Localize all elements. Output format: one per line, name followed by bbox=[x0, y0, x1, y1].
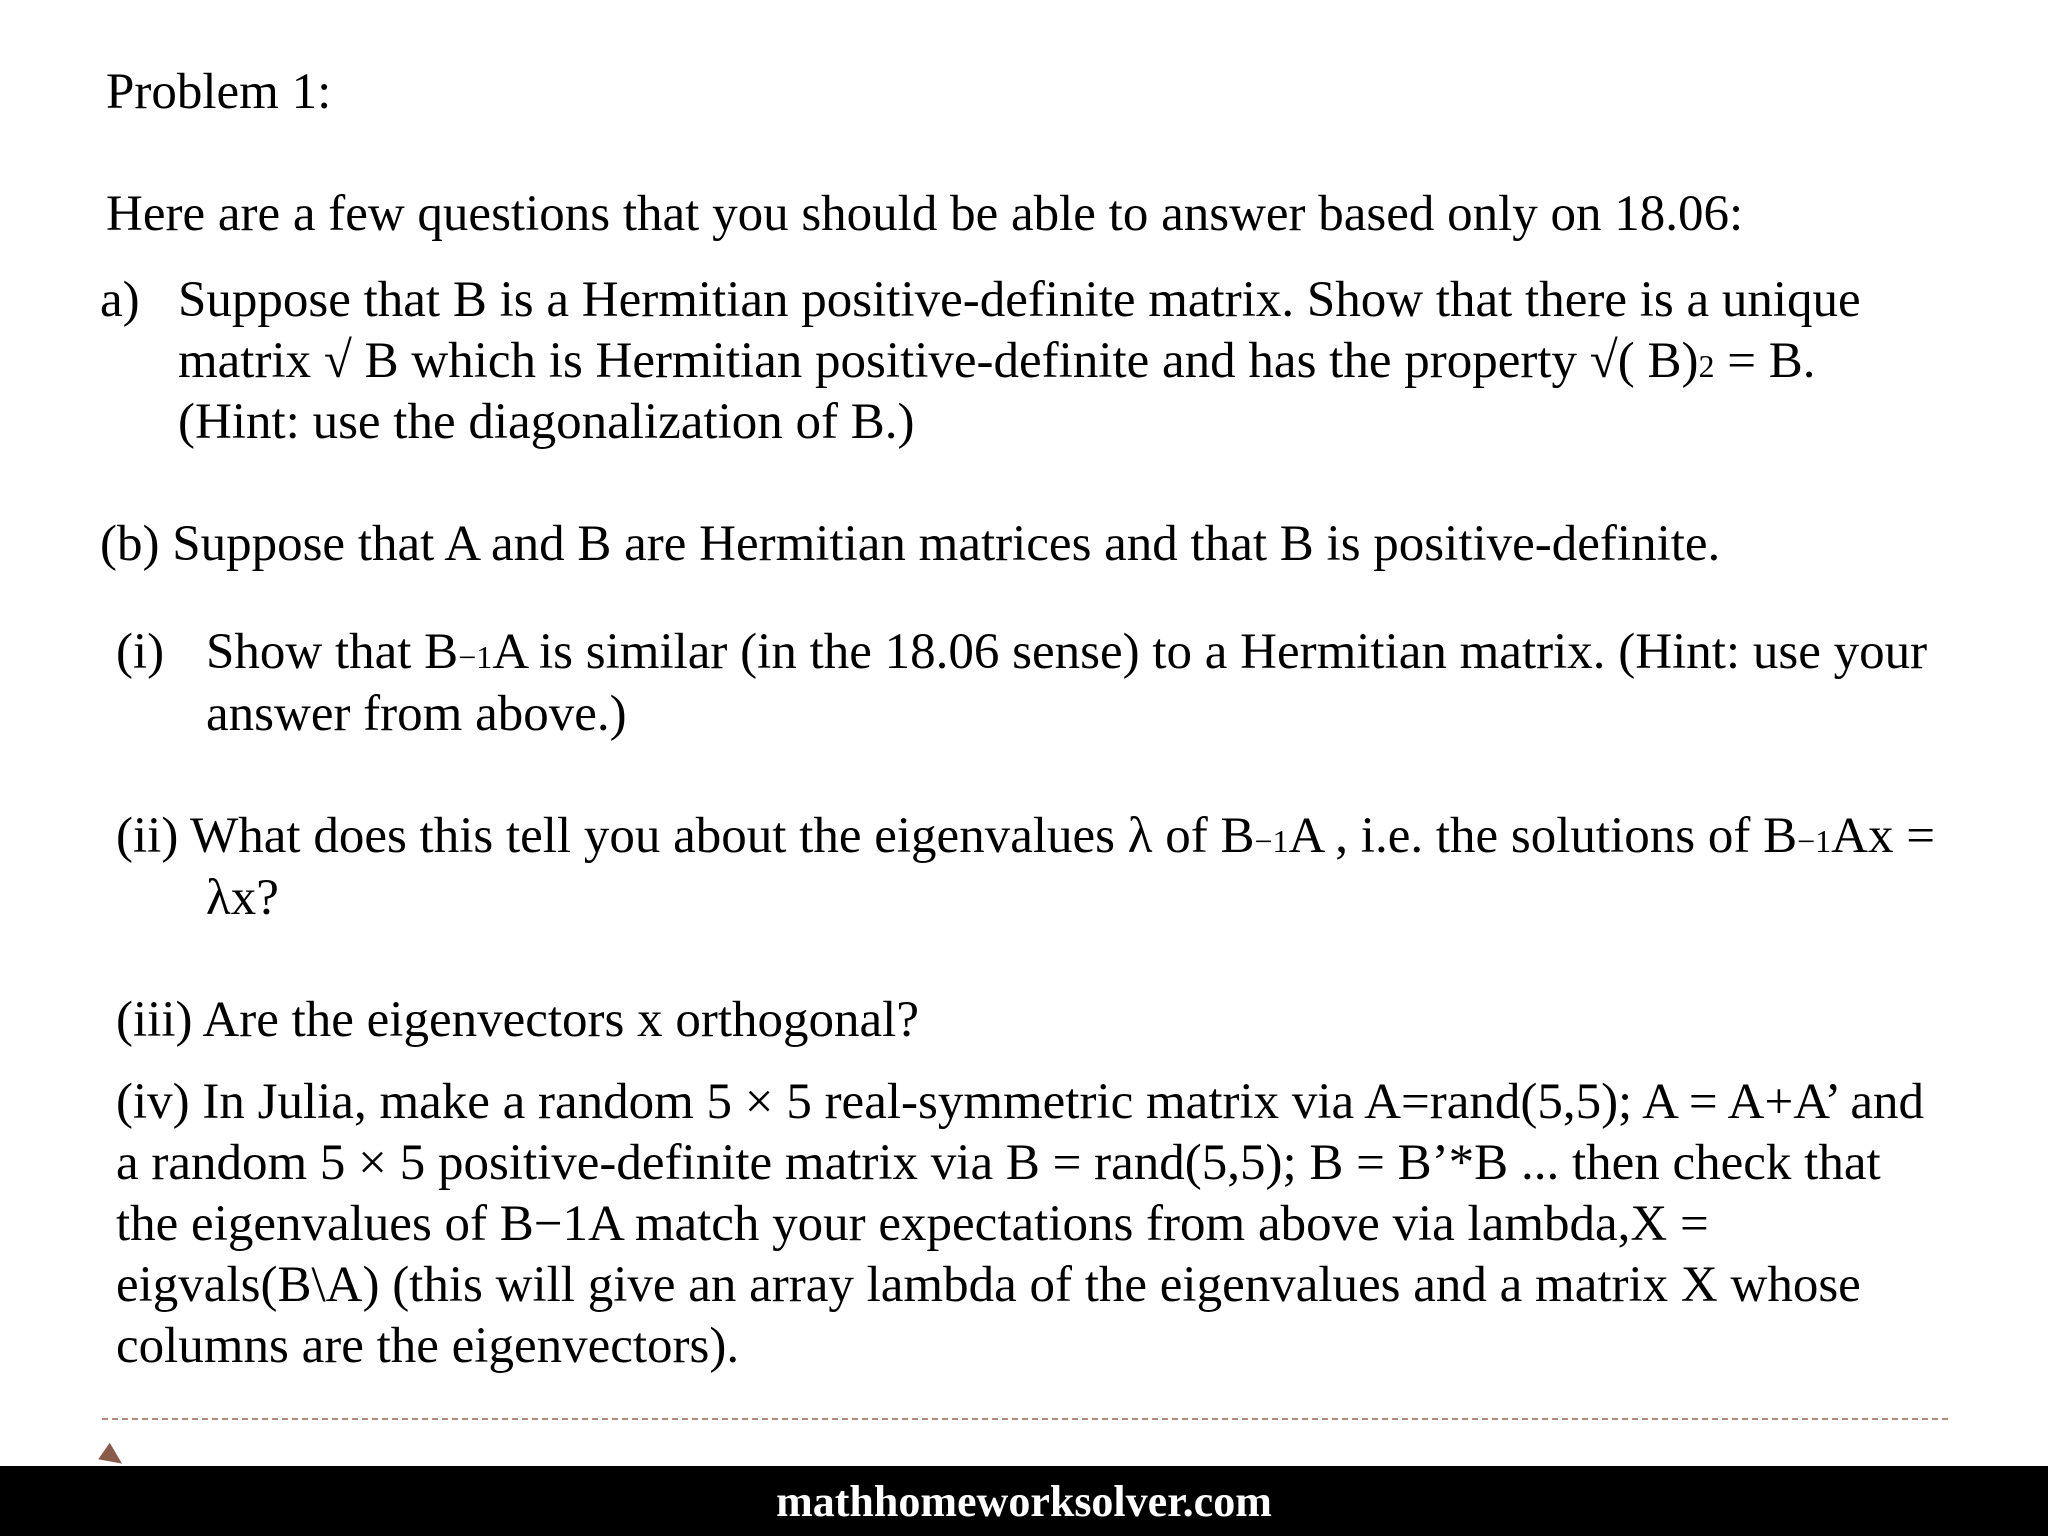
problem-title: Problem 1: bbox=[106, 64, 332, 120]
part-a-line-3: (Hint: use the diagonalization of B.) bbox=[178, 394, 915, 450]
part-b-ii-exponent-2: −1 bbox=[1797, 823, 1832, 859]
part-b-heading: (b) Suppose that A and B are Hermitian matrices and that B is positive-definite. bbox=[100, 516, 1721, 572]
part-b-i-line-1-text: Show that B bbox=[206, 624, 459, 680]
part-b-ii-line-2: λx? bbox=[206, 870, 279, 926]
part-b-ii-line-1 bbox=[116, 806, 1935, 871]
footer-bar bbox=[0, 1466, 2048, 1536]
part-b-ii-line-1-mid: A , i.e. the solutions of B bbox=[1288, 808, 1798, 864]
part-b-iv-line-1: (iv) In Julia, make a random 5 × 5 real-symmetric matrix via A=rand(5,5); A = A+A’ and bbox=[116, 1074, 1924, 1130]
part-b-ii-line-1-text: (ii) What does this tell you about the eigenvalues λ of B bbox=[116, 808, 1255, 864]
part-b-i-line-1 bbox=[206, 622, 1927, 687]
part-b-i-line-2: answer from above.) bbox=[206, 686, 627, 742]
part-b-i-line-1-end: A is similar (in the 18.06 sense) to a Hermitian matrix. (Hint: use your bbox=[492, 624, 1928, 680]
dashed-divider bbox=[102, 1418, 1948, 1420]
part-b-iv-line-4: eigvals(B\A) (this will give an array lambda of the eigenvalues and a matrix X whose bbox=[116, 1257, 1861, 1313]
part-a-line-2-text: matrix √ B which is Hermitian positive-definite and has the property √( B) bbox=[178, 333, 1699, 389]
problem-intro: Here are a few questions that you should be able to answer based only on 18.06: bbox=[106, 186, 1744, 242]
part-b-iv-line-5: columns are the eigenvectors). bbox=[116, 1318, 740, 1374]
part-b-ii-exponent-1: −1 bbox=[1254, 823, 1289, 859]
part-b-i-marker: (i) bbox=[116, 624, 165, 680]
part-b-iv-line-3: the eigenvalues of B−1A match your expectations from above via lambda,X = bbox=[116, 1196, 1709, 1252]
part-a-exponent: 2 bbox=[1698, 348, 1715, 384]
part-b-i-exponent: −1 bbox=[458, 639, 493, 675]
part-a-line-2-end: = B. bbox=[1714, 333, 1816, 389]
part-b-ii-line-1-end: Ax = bbox=[1831, 808, 1935, 864]
part-b-iii-line-1: (iii) Are the eigenvectors x orthogonal? bbox=[116, 992, 919, 1048]
part-b-iv-line-2: a random 5 × 5 positive-definite matrix via B = rand(5,5); B = B’*B ... then check that bbox=[116, 1135, 1881, 1191]
part-a-line-2 bbox=[178, 331, 1816, 396]
part-a-line-1: Suppose that B is a Hermitian positive-definite matrix. Show that there is a unique bbox=[178, 272, 1861, 328]
part-a-marker: a) bbox=[100, 272, 140, 328]
footer-site-name: mathhomeworksolver.com bbox=[776, 1477, 1272, 1526]
